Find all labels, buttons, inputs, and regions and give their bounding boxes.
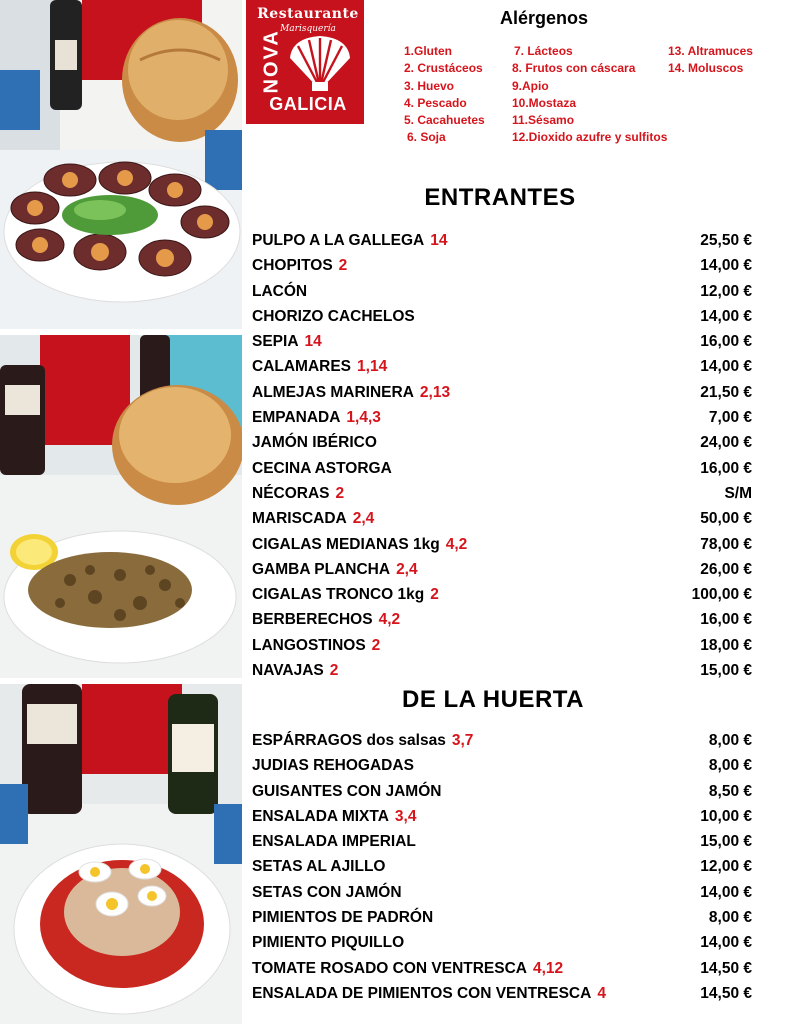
menu-item	[252, 957, 756, 982]
menu-item-name: CIGALAS TRONCO 1kg	[252, 586, 425, 604]
menu-item-price: 10,00 €	[700, 807, 752, 825]
menu-item-price: 50,00 €	[700, 510, 752, 528]
salad-plate-photo	[0, 684, 242, 1024]
menu-item	[252, 634, 756, 659]
menu-item-price: 12,00 €	[700, 858, 752, 876]
allergens-col-1	[404, 43, 485, 147]
allergen-item: 11.Sésamo	[512, 113, 575, 128]
allergen-codes: 4,2	[445, 535, 468, 553]
menu-item-name: CIGALAS MEDIANAS 1kg	[252, 535, 440, 553]
menu-item-price: 15,00 €	[700, 662, 752, 680]
allergen-codes: 2,4	[396, 560, 418, 578]
menu-item-name: SEPIA	[252, 333, 299, 351]
menu-item-price: 26,00 €	[700, 560, 752, 578]
menu-item-price: 14,00 €	[700, 358, 752, 376]
menu-item	[252, 406, 756, 431]
allergen-item: 14. Moluscos	[668, 61, 744, 76]
allergen-codes: 1,4,3	[346, 409, 381, 427]
allergen-codes: 2	[335, 484, 345, 502]
menu-item	[252, 881, 756, 906]
allergen-codes: 14	[430, 232, 448, 249]
menu-item-price: 14,00 €	[700, 257, 752, 275]
menu-item-name: CALAMARES	[252, 358, 352, 376]
menu-item-name: LACÓN	[252, 282, 308, 300]
menu-item-name: SETAS AL AJILLO	[252, 858, 386, 876]
menu-item	[252, 659, 756, 684]
menu-item	[252, 254, 756, 279]
logo-nova: NOVA	[260, 29, 283, 94]
allergen-codes: 3,7	[451, 732, 474, 749]
allergen-item: 10.Mostaza	[512, 95, 577, 110]
allergen-codes: 2,4	[352, 510, 375, 528]
menu-item-price: 12,00 €	[700, 282, 752, 300]
menu-item-price: 8,00 €	[708, 732, 752, 749]
menu-item-price: 24,00 €	[700, 434, 752, 452]
menu-item-price: 78,00 €	[700, 535, 752, 553]
allergen-codes: 14	[304, 333, 322, 351]
allergens-title: Alérgenos	[500, 8, 589, 28]
menu-item-name: TOMATE ROSADO CON VENTRESCA	[252, 959, 527, 977]
menu-item-name: GUISANTES CON JAMÓN	[252, 782, 442, 800]
menu-item	[252, 583, 756, 608]
menu-item	[252, 457, 756, 482]
allergen-codes: 4,2	[378, 611, 401, 629]
menu-item-name: GAMBA PLANCHA	[252, 560, 391, 578]
menu-item-name: ESPÁRRAGOS dos salsas	[252, 732, 446, 749]
restaurant-logo	[246, 0, 364, 124]
menu-item-name: JAMÓN IBÉRICO	[252, 434, 377, 452]
section-title-huerta: DE LA HUERTA	[402, 686, 584, 713]
menu-item	[252, 906, 756, 931]
allergens-col-3	[668, 43, 753, 78]
menu-item	[252, 729, 756, 754]
scallops-plate-photo	[0, 0, 242, 329]
menu-item-name: PIMIENTOS DE PADRÓN	[252, 909, 434, 927]
menu-item-name: CHORIZO CACHELOS	[252, 307, 415, 325]
chopitos-plate-photo	[0, 335, 242, 678]
menu-item-name: LANGOSTINOS	[252, 636, 366, 654]
menu-item-price: 14,00 €	[700, 307, 752, 325]
menu-item-price: 16,00 €	[700, 333, 752, 351]
menu-item-price: 8,50 €	[708, 782, 752, 800]
menu-item	[252, 754, 756, 779]
menu-item-price: 16,00 €	[700, 611, 752, 629]
menu-item-price: 7,00 €	[708, 409, 752, 427]
menu-item-name: BERBERECHOS	[252, 611, 373, 629]
menu-item-price: 15,00 €	[700, 833, 752, 851]
allergen-item: 8. Frutos con cáscara	[512, 61, 636, 76]
allergen-item: 5. Cacahuetes	[404, 113, 485, 128]
menu-item	[252, 330, 756, 355]
menu-list-huerta	[252, 729, 756, 1007]
menu-item-price: 14,00 €	[700, 934, 752, 952]
logo-galicia: GALICIA	[269, 94, 347, 114]
menu-item	[252, 780, 756, 805]
menu-item-price: 14,50 €	[700, 959, 752, 977]
menu-item	[252, 558, 756, 583]
menu-item	[252, 533, 756, 558]
menu-item-name: PULPO A LA GALLEGA	[252, 232, 425, 249]
menu-item	[252, 507, 756, 532]
menu-item	[252, 482, 756, 507]
menu-item-name: NÉCORAS	[252, 484, 330, 502]
allergen-item: 4. Pescado	[404, 95, 467, 110]
menu-item-name: ENSALADA DE PIMIENTOS CON VENTRESCA	[252, 984, 592, 1002]
photo-column	[0, 0, 242, 1024]
menu-item	[252, 305, 756, 330]
menu-item	[252, 280, 756, 305]
allergen-codes: 3,4	[394, 807, 417, 825]
allergen-codes: 1,14	[357, 358, 388, 376]
menu-item-price: 25,50 €	[700, 232, 752, 249]
allergen-item: 12.Dioxido azufre y sulfitos	[512, 130, 668, 145]
menu-item	[252, 805, 756, 830]
menu-item-name: JUDIAS REHOGADAS	[252, 757, 414, 775]
scallop-shell-icon	[284, 34, 356, 92]
allergen-item: 1.Gluten	[404, 44, 453, 58]
menu-item	[252, 855, 756, 880]
section-title-entrantes: ENTRANTES	[424, 184, 576, 211]
menu-item-name: MARISCADA	[252, 510, 347, 528]
menu-item-price: 14,00 €	[700, 883, 752, 901]
menu-item	[252, 431, 756, 456]
menu-item	[252, 229, 756, 254]
allergen-codes: 4	[597, 984, 606, 1002]
allergen-codes: 2	[371, 636, 381, 654]
menu-item	[252, 830, 756, 855]
menu-item-name: ALMEJAS MARINERA	[252, 383, 414, 401]
menu-item	[252, 982, 756, 1007]
allergen-item: 2. Crustáceos	[404, 61, 483, 76]
menu-item-price: 16,00 €	[700, 459, 752, 477]
logo-subtitle: Marisquería	[280, 24, 336, 34]
allergen-item: 3. Huevo	[404, 78, 455, 93]
menu-item-name: CECINA ASTORGA	[252, 459, 392, 477]
menu-item-name: NAVAJAS	[252, 662, 324, 680]
menu-item-price: 8,00 €	[708, 757, 752, 775]
menu-item	[252, 931, 756, 956]
allergen-item: 13. Altramuces	[668, 44, 753, 58]
menu-item-price: 100,00 €	[691, 586, 752, 604]
allergen-codes: 4,12	[533, 959, 564, 977]
menu-item-price: 14,50 €	[700, 984, 752, 1002]
allergens-col-2	[512, 43, 667, 147]
menu-item-name: SETAS CON JAMÓN	[252, 883, 402, 901]
menu-item-name: ENSALADA MIXTA	[252, 807, 389, 825]
menu-item-price: S/M	[724, 484, 752, 502]
menu-item-name: ENSALADA IMPERIAL	[252, 833, 416, 851]
menu-list-entrantes	[252, 229, 756, 684]
menu-item-name: CHOPITOS	[252, 257, 333, 275]
logo-title: Restaurante	[257, 6, 359, 22]
allergen-codes: 2	[338, 257, 348, 275]
menu-item	[252, 355, 756, 380]
menu-item-price: 18,00 €	[700, 636, 752, 654]
allergen-item: 7. Lácteos	[514, 44, 573, 58]
allergen-codes: 2,13	[419, 383, 451, 401]
allergen-codes: 2	[329, 662, 339, 680]
menu-item-price: 8,00 €	[708, 909, 752, 927]
allergen-codes: 2	[430, 586, 439, 604]
menu-item	[252, 608, 756, 633]
allergen-item: 9.Apio	[512, 78, 549, 93]
menu-item-name: PIMIENTO PIQUILLO	[252, 934, 405, 952]
menu-item-price: 21,50 €	[700, 383, 752, 401]
menu-item	[252, 381, 756, 406]
allergen-item: 6. Soja	[407, 130, 446, 145]
menu-item-name: EMPANADA	[252, 409, 341, 427]
